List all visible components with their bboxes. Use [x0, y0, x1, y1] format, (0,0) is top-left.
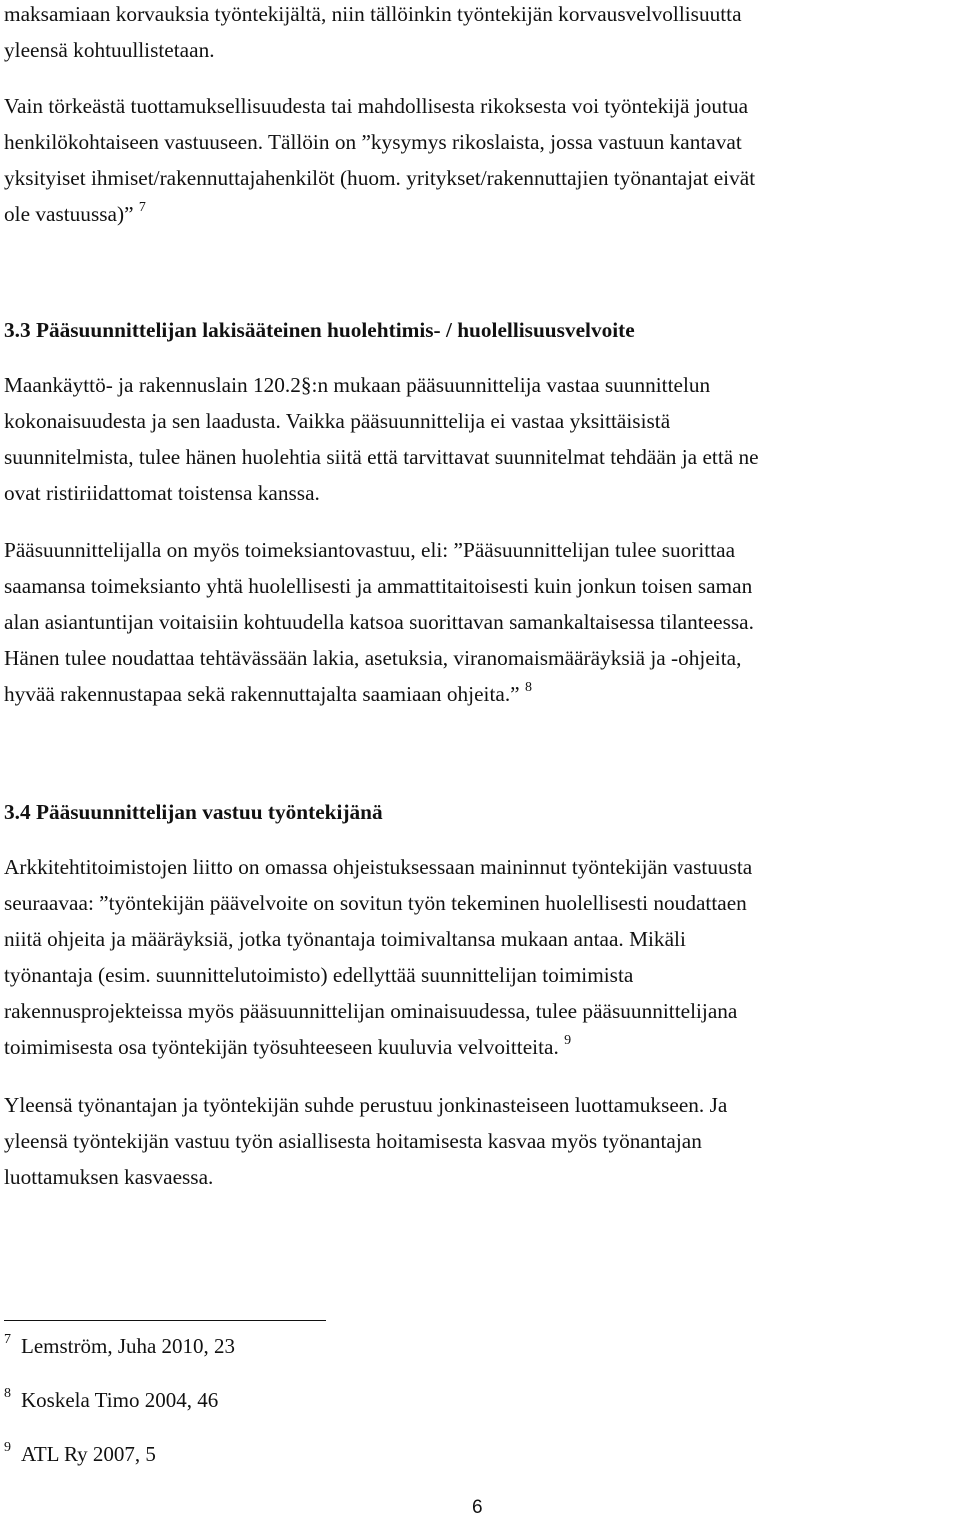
text-span: toimimisesta osa työntekijän työsuhteeseen kuuluvia velvoitteita.: [4, 1035, 559, 1059]
text-line: työnantaja (esim. suunnittelutoimisto) edellyttää suunnittelijan toimimista: [4, 963, 634, 987]
footnote: [4, 1442, 156, 1467]
text-line: Pääsuunnittelijalla on myös toimeksiantovastuu, eli: ”Pääsuunnittelijan tulee suorittaa: [4, 538, 736, 562]
footnote-reference[interactable]: 9: [564, 1033, 572, 1048]
footnote-number: 9: [4, 1440, 11, 1455]
text-line: Yleensä työnantajan ja työntekijän suhde perustuu jonkinasteiseen luottamukseen. Ja: [4, 1093, 728, 1117]
text-line: suunnitelmista, tulee hänen huolehtia siitä että tarvittavat suunnitelmat tehdään ja että ne: [4, 445, 759, 469]
text-line: saamansa toimeksianto yhtä huolellisesti ja ammattitaitoisesti kuin jonkun toisen saman: [4, 574, 753, 598]
text-line: alan asiantuntijan voitaisiin kohtuudella katsoa suorittavan samankaltaisessa tilanteessa.: [4, 610, 754, 634]
text-line: kokonaisuudesta ja sen laadusta. Vaikka pääsuunnittelija ei vastaa yksittäisistä: [4, 409, 671, 433]
text-line: rakennusprojekteissa myös pääsuunnittelijan ominaisuudessa, tulee pääsuunnittelijana: [4, 999, 738, 1023]
footnote-number: 8: [4, 1386, 11, 1401]
footnote-text: ATL Ry 2007, 5: [21, 1442, 156, 1466]
text-line: yleensä työntekijän vastuu työn asiallisesta hoitamisesta kasvaa myös työnantajan: [4, 1129, 702, 1153]
text-span: ole vastuussa)”: [4, 202, 134, 226]
footnote-separator: [4, 1320, 326, 1321]
footnote-text: Lemström, Juha 2010, 23: [21, 1334, 236, 1358]
text-line: seuraavaa: ”työntekijän päävelvoite on sovitun työn tekeminen huolellisesti noudattaen: [4, 891, 747, 915]
text-line: [4, 202, 146, 227]
footnote-reference[interactable]: 7: [138, 200, 146, 215]
text-line: niitä ohjeita ja määräyksiä, jotka työnantaja toimivaltansa mukaan antaa. Mikäli: [4, 927, 686, 951]
text-line: [4, 682, 532, 707]
footnote-text: Koskela Timo 2004, 46: [21, 1388, 219, 1412]
section-heading: 3.3 Pääsuunnittelijan lakisääteinen huolehtimis- / huolellisuusvelvoite: [4, 318, 635, 342]
footnote-number: 7: [4, 1332, 11, 1347]
footnote: [4, 1334, 235, 1359]
footnote: [4, 1388, 218, 1413]
text-line: yleensä kohtuullistetaan.: [4, 38, 215, 62]
text-line: Hänen tulee noudattaa tehtävässään lakia, asetuksia, viranomaismääräyksiä ja -ohjeita,: [4, 646, 742, 670]
section-heading: 3.4 Pääsuunnittelijan vastuu työntekijänä: [4, 800, 383, 824]
text-line: yksityiset ihmiset/rakennuttajahenkilöt (huom. yritykset/rakennuttajien työnantajat eivät: [4, 166, 756, 190]
text-line: luottamuksen kasvaessa.: [4, 1165, 214, 1189]
page-number: 6: [472, 1497, 483, 1518]
text-line: henkilökohtaiseen vastuuseen. Tällöin on ”kysymys rikoslaista, jossa vastuun kantavat: [4, 130, 742, 154]
text-line: Vain törkeästä tuottamuksellisuudesta tai mahdollisesta rikoksesta voi työntekijä joutua: [4, 94, 749, 118]
text-span: hyvää rakennustapaa sekä rakennuttajalta saamiaan ohjeita.”: [4, 682, 520, 706]
text-line: ovat ristiriidattomat toistensa kanssa.: [4, 481, 320, 505]
text-line: Maankäyttö- ja rakennuslain 120.2§:n mukaan pääsuunnittelija vastaa suunnittelun: [4, 373, 711, 397]
text-line: Arkkitehtitoimistojen liitto on omassa ohjeistuksessaan maininnut työntekijän vastuusta: [4, 855, 753, 879]
text-line: [4, 1035, 571, 1060]
text-line: maksamiaan korvauksia työntekijältä, niin tällöinkin työntekijän korvausvelvollisuutta: [4, 2, 742, 26]
footnote-reference[interactable]: 8: [524, 680, 532, 695]
